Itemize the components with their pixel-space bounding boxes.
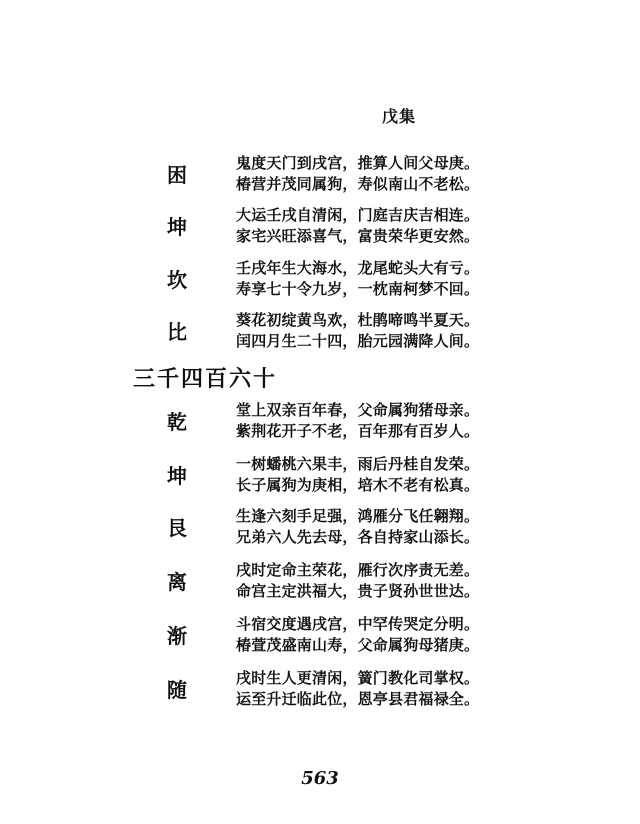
verse-line: 生逢六刻手足强，鸿雁分飞任翱翔。	[236, 507, 480, 525]
verse-line: 椿萱茂盛南山寿，父命属狗母猪庚。	[236, 636, 480, 654]
verse-entry	[0, 153, 640, 203]
verse-block	[236, 310, 479, 352]
verse-line: 斗宿交度遇戌宫，中罕传哭定分明。	[236, 615, 480, 633]
verse-line: 椿营并茂同属狗，寿似南山不老松。	[236, 175, 480, 193]
verse-block	[236, 205, 479, 247]
trigram-label: 渐	[167, 624, 187, 648]
verse-entry	[0, 506, 640, 556]
verse-line: 葵花初绽黄鸟欢，杜鹃啼鸣半夏天。	[236, 311, 480, 329]
trigram-label: 比	[167, 320, 187, 344]
verse-entry	[0, 205, 640, 255]
verse-line: 命宫主定洪福大，贵子贤孙世世达。	[236, 582, 480, 600]
verse-line: 堂上双亲百年春，父命属狗猪母亲。	[236, 401, 480, 419]
verse-line: 大运壬戌自清闲，门庭吉庆吉相连。	[236, 206, 480, 224]
verse-block	[236, 400, 479, 442]
verse-block	[236, 614, 479, 656]
verse-entry	[0, 668, 640, 718]
page-number: 563	[301, 768, 339, 789]
verse-block	[236, 258, 479, 300]
verse-line: 鬼度天门到戌宫，推算人间父母庚。	[236, 154, 480, 172]
trigram-label: 艮	[167, 516, 187, 540]
trigram-label: 离	[167, 570, 187, 594]
verse-block	[236, 668, 479, 710]
verse-block	[236, 153, 479, 195]
verse-line: 紫荆花开子不老，百年那有百岁人。	[236, 422, 480, 440]
trigram-label: 坎	[167, 268, 187, 292]
verse-line: 兄弟六人先去母，各自持家山添长。	[236, 528, 480, 546]
section-heading: 三千四百六十	[133, 366, 278, 392]
verse-line: 戌时定命主荣花，雁行次序责无差。	[236, 561, 480, 579]
trigram-label: 困	[167, 163, 187, 187]
verse-entry	[0, 560, 640, 610]
verse-entry	[0, 310, 640, 360]
verse-entry	[0, 454, 640, 504]
verse-line: 家宅兴旺添喜气，富贵荣华更安然。	[236, 227, 480, 245]
verse-entry	[0, 400, 640, 450]
trigram-label: 乾	[167, 410, 187, 434]
trigram-label: 坤	[167, 464, 187, 488]
verse-line: 壬戌年生大海水，龙尾蛇头大有亏。	[236, 259, 480, 277]
verse-block	[236, 454, 479, 496]
verse-entry	[0, 614, 640, 664]
verse-block	[236, 506, 479, 548]
page-header-title: 戊集	[382, 107, 417, 126]
verse-line: 运至升迁临此位，恩亭县君福禄全。	[236, 690, 480, 708]
verse-line: 戌时生人更清闲，簧门教化司掌权。	[236, 669, 480, 687]
trigram-label: 坤	[167, 215, 187, 239]
trigram-label: 随	[167, 678, 187, 702]
verse-line: 闰四月生二十四，胎元园满降人间。	[236, 332, 480, 350]
verse-line: 寿享七十令九岁，一枕南柯梦不回。	[236, 280, 480, 298]
verse-entry	[0, 258, 640, 308]
verse-block	[236, 560, 479, 602]
verse-line: 一树蟠桃六果丰，雨后丹桂自发荣。	[236, 455, 480, 473]
verse-line: 长子属狗为庚相，培木不老有松真。	[236, 476, 480, 494]
